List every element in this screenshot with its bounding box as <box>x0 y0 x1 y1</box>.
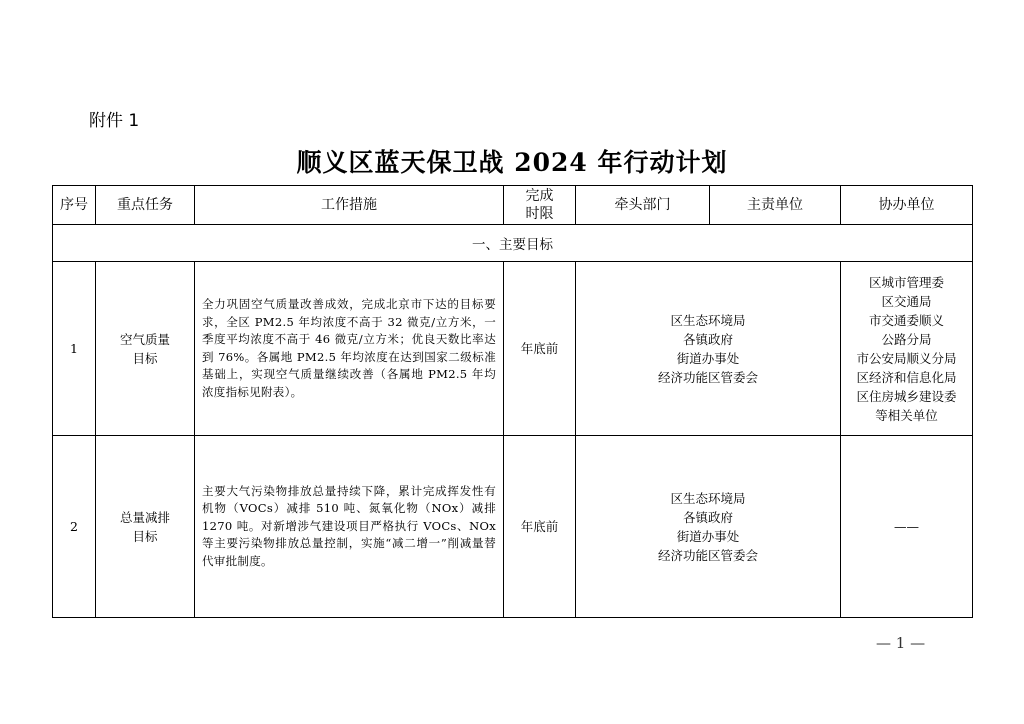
row-task <box>96 262 195 436</box>
row-task-line: 目标 <box>132 528 158 544</box>
assist-unit: 区经济和信息化局 <box>856 369 957 385</box>
header-row <box>53 186 973 225</box>
assist-unit: 公路分局 <box>881 331 932 347</box>
assist-unit: 区交通局 <box>881 293 932 309</box>
responsible-unit: 街道办事处 <box>676 528 740 544</box>
row-task-line: 空气质量 <box>119 331 170 347</box>
document-title: 顺义区蓝天保卫战 2024 年行动计划 <box>296 148 728 177</box>
row-measures: 全力巩固空气质量改善成效，完成北京市下达的目标要求，全区 PM2.5 年均浓度不高于 32 微克/立方米，一季度平均浓度不高于 46 微克/立方米；优良天数比率达到 76%。各属地 PM2.5 年均浓度在达到国家二级标准基础上，实现空气质量继续改善（各属地 PM2.5 年均浓度指标见附表）。 <box>195 262 504 436</box>
assist-unit: 等相关单位 <box>875 407 938 423</box>
row-task <box>96 436 195 618</box>
header-lead: 牵头部门 <box>576 186 710 225</box>
assist-unit: 区城市管理委 <box>868 274 944 290</box>
row-assist <box>841 436 973 618</box>
row-seq: 1 <box>53 262 96 436</box>
responsible-unit: 区生态环境局 <box>670 312 746 328</box>
row-task-line: 总量减排 <box>119 509 170 525</box>
header-deadline-line2: 时限 <box>525 206 554 222</box>
header-seq: 序号 <box>53 186 96 225</box>
section-row <box>53 225 973 262</box>
responsible-unit: 区生态环境局 <box>670 490 746 506</box>
table-row <box>53 436 973 618</box>
attachment-label: 附件 1 <box>89 111 140 131</box>
action-plan-table <box>52 185 973 618</box>
header-assist: 协办单位 <box>841 186 973 225</box>
header-main: 主责单位 <box>710 186 841 225</box>
row-responsible <box>576 262 841 436</box>
assist-unit: —— <box>894 519 919 534</box>
responsible-unit: 经济功能区管委会 <box>657 547 758 563</box>
row-deadline: 年底前 <box>504 262 576 436</box>
assist-unit: 市交通委顺义 <box>868 312 944 328</box>
header-measures: 工作措施 <box>195 186 504 225</box>
row-assist <box>841 262 973 436</box>
page-number: — 1 — <box>876 634 926 652</box>
row-measures: 主要大气污染物排放总量持续下降，累计完成挥发性有机物（VOCs）减排 510 吨、氮氧化物（NOx）减排 1270 吨。对新增涉气建设项目严格执行 VOCs、NOx 等主要污染物排放总量控制，实施“减二增一”削减量替代审批制度。 <box>195 436 504 618</box>
row-task-line: 目标 <box>132 350 158 366</box>
row-deadline: 年底前 <box>504 436 576 618</box>
responsible-unit: 街道办事处 <box>676 350 740 366</box>
row-seq: 2 <box>53 436 96 618</box>
responsible-unit: 经济功能区管委会 <box>657 369 758 385</box>
responsible-unit: 各镇政府 <box>682 509 733 525</box>
row-responsible <box>576 436 841 618</box>
responsible-unit: 各镇政府 <box>682 331 733 347</box>
table-row <box>53 262 973 436</box>
assist-unit: 市公安局顺义分局 <box>856 350 957 366</box>
section-heading: 一、主要目标 <box>53 225 973 262</box>
header-deadline-line1: 完成 <box>525 188 554 204</box>
header-task: 重点任务 <box>96 186 195 225</box>
header-deadline <box>504 186 576 225</box>
assist-unit: 区住房城乡建设委 <box>856 388 957 404</box>
